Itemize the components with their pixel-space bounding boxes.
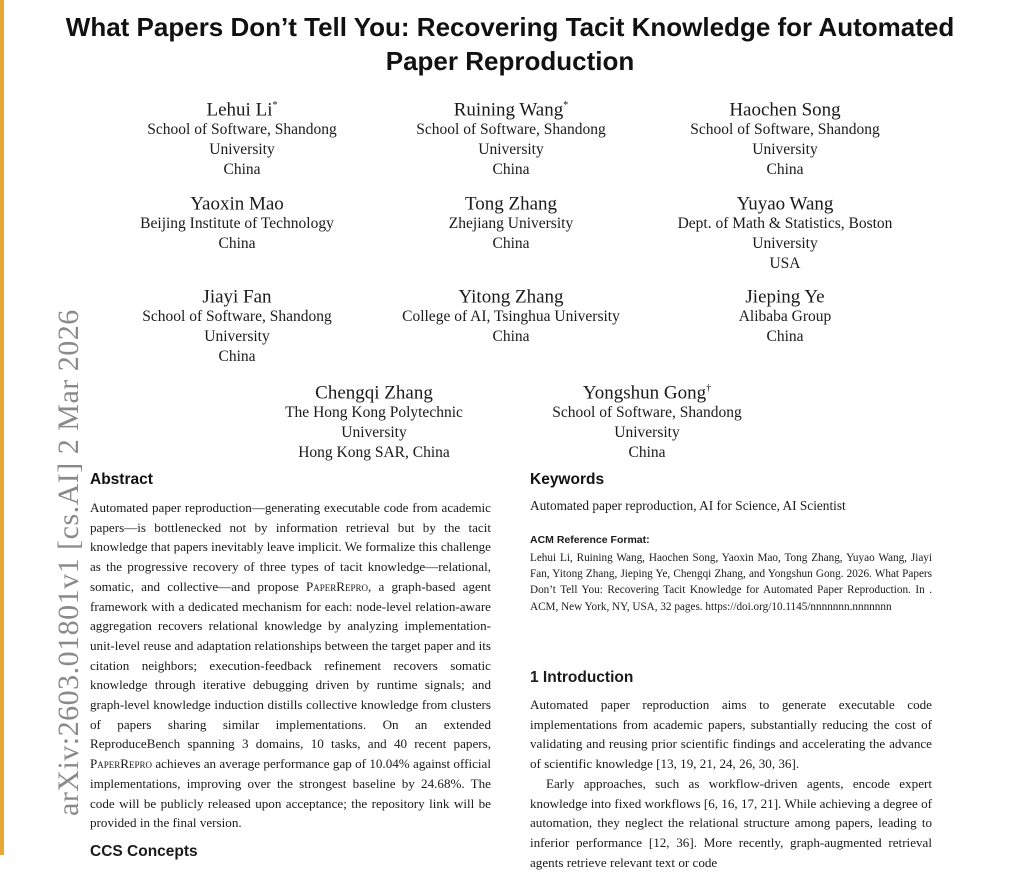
affiliation-line: University: [752, 141, 818, 159]
affiliation-line: School of Software, Shandong: [690, 121, 880, 139]
author-name: Ruining Wang: [453, 99, 564, 121]
keywords-text: Automated paper reproduction, AI for Science, AI Scientist: [530, 498, 846, 513]
author-card: [371, 189, 651, 254]
author-card: [102, 95, 382, 180]
introduction-paragraph: Early approaches, such as workflow-driven agents, encode expert knowledge into fixed workflows [6, 16, 17, 21]. While achieving a degree of automation, they neglect the relational structure among papers, leading to inferior performance [12, 36]. More recently, graph-augmented retrieval agents retrieve relevant text or code: [530, 775, 932, 870]
affiliation-line: China: [492, 328, 530, 346]
introduction-body: [530, 695, 932, 872]
introduction-heading: 1 Introduction: [530, 669, 634, 686]
ccs-concepts-heading: CCS Concepts: [90, 843, 198, 860]
acm-reference-text: Lehui Li, Ruining Wang, Haochen Song, Yaoxin Mao, Tong Zhang, Yuyao Wang, Jiayi Fan, Yitong Zhang, Jieping Ye, Chengqi Zhang, and Yongshun Gong. 2026. What Papers Don’t Tell You: Recovering Tacit Knowledge for Automated Paper Reproduction. In . ACM, New York, NY, USA, 32 pages. https://doi.org/10.1145/nnnnnnn.nnnnnnn: [530, 552, 932, 613]
author-card: [645, 95, 925, 180]
affiliation-line: University: [209, 141, 275, 159]
author-name: Yuyao Wang: [736, 193, 834, 215]
abstract-text: Automated paper reproduction—generating executable code from academic papers—is bottlenecked not by information retrieval but by the tacit knowledge that papers inevitably leave implicit. We formalize this challenge as the progressive recovery of three types of tacit knowledge—relational, somatic, and collective—and propose: [90, 500, 491, 594]
author-name: Chengqi Zhang: [315, 382, 433, 404]
abstract-text: achieves an average performance gap of 10.04% against official implementations, improving over the strongest baseline by 24.68%. The code will be publicly released upon acceptance; the repository link will be provided in the final version.: [90, 756, 491, 831]
abstract-body: [90, 498, 491, 833]
affiliation-line: University: [752, 235, 818, 253]
acm-reference-heading: ACM Reference Format:: [530, 534, 650, 546]
affiliation-line: School of Software, Shandong: [147, 121, 337, 139]
author-mark: †: [706, 383, 712, 394]
abstract-text: , a graph-based agent framework with a dedicated mechanism for each: node-level relation-aware aggregation recovers relational knowledge by analyzing implementation-unit-level reuse and adaptation relationships between the target paper and its citation neighbors; execution-feedback refinement recovers somatic knowledge through iterative debugging driven by runtime signals; and graph-level knowledge induction distills collective knowledge from clusters of papers sharing similar implementations. On an extended ReproduceBench spanning 3 domains, 10 tasks, and 40 recent papers,: [90, 578, 491, 752]
affiliation-line: China: [492, 235, 530, 253]
keywords-heading: Keywords: [530, 471, 605, 488]
author-mark: *: [272, 100, 278, 111]
affiliation-line: China: [218, 348, 256, 366]
affiliation-line: School of Software, Shandong: [142, 308, 332, 326]
author-name: Yongshun Gong: [582, 382, 707, 404]
affiliation-line: Zhejiang University: [448, 215, 574, 233]
author-name: Lehui Li: [206, 99, 273, 121]
author-card: [234, 378, 514, 463]
author-card: [371, 95, 651, 180]
affiliation-line: Alibaba Group: [738, 308, 832, 326]
system-name: PaperRepro: [90, 756, 153, 772]
affiliation-line: School of Software, Shandong: [552, 404, 742, 422]
affiliation-line: China: [492, 161, 530, 179]
affiliation-line: USA: [769, 255, 801, 273]
author-mark: *: [563, 100, 569, 111]
affiliation-line: University: [341, 424, 407, 442]
affiliation-line: Dept. of Math & Statistics, Boston: [677, 215, 893, 233]
affiliation-line: Beijing Institute of Technology: [140, 215, 334, 233]
author-name: Yitong Zhang: [458, 286, 564, 308]
system-name: PaperRepro: [305, 578, 369, 594]
affiliation-line: University: [204, 328, 270, 346]
author-name: Yaoxin Mao: [190, 193, 284, 215]
introduction-paragraph: Automated paper reproduction aims to generate executable code implementations from academic papers, substantially reducing the cost of validating and reusing prior scientific findings and accelerating the advance of scientific knowledge [13, 19, 21, 24, 26, 30, 36].: [530, 697, 932, 772]
author-card: [371, 282, 651, 347]
author-card: [97, 189, 377, 254]
affiliation-line: China: [766, 328, 804, 346]
author-card: [645, 282, 925, 347]
affiliation-line: University: [478, 141, 544, 159]
affiliation-line: University: [614, 424, 680, 442]
author-name: Jieping Ye: [745, 286, 825, 308]
affiliation-line: College of AI, Tsinghua University: [402, 308, 620, 326]
affiliation-line: China: [223, 161, 261, 179]
affiliation-line: China: [766, 161, 804, 179]
author-card: [97, 282, 377, 367]
author-name: Tong Zhang: [464, 193, 558, 215]
abstract-heading: Abstract: [90, 471, 153, 488]
arxiv-stamp: arXiv:2603.01801v1 [cs.AI] 2 Mar 2026: [52, 309, 85, 816]
affiliation-line: China: [628, 444, 666, 462]
affiliation-line: The Hong Kong Polytechnic: [285, 404, 463, 422]
author-name: Haochen Song: [729, 99, 841, 121]
paper-title: What Papers Don’t Tell You: Recovering Tacit Knowledge for Automated Paper Reproduction: [65, 12, 955, 76]
left-accent-bar: [0, 0, 4, 855]
author-name: Jiayi Fan: [202, 286, 272, 308]
affiliation-line: School of Software, Shandong: [416, 121, 606, 139]
author-card: [645, 189, 925, 274]
affiliation-line: China: [218, 235, 256, 253]
affiliation-line: Hong Kong SAR, China: [298, 444, 450, 462]
author-card: [507, 378, 787, 463]
